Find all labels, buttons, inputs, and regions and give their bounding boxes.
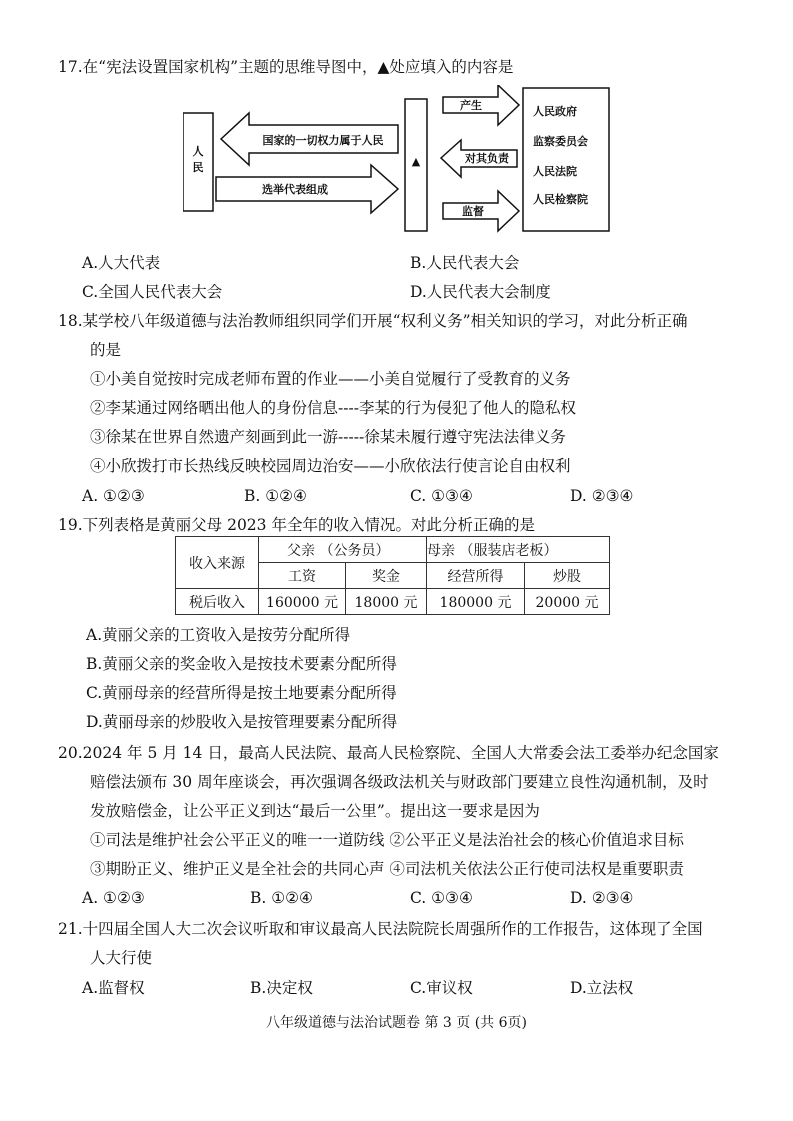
q18-stem-line2: 的是: [90, 341, 122, 359]
table-mother-header: 母亲 （服装店老板）: [427, 537, 610, 563]
org-government: 人民政府: [533, 105, 577, 118]
q19-option-c[interactable]: C.黄丽母亲的经营所得是按土地要素分配所得: [86, 684, 397, 702]
q21-stem-line2: 人大行使: [90, 949, 153, 967]
q20-line-3: 发放赔偿金，让公平正义到达“最后一公里”。提出这一要求是因为: [90, 802, 540, 820]
q19-option-d[interactable]: D.黄丽母亲的炒股收入是按管理要素分配所得: [86, 713, 398, 731]
q18-stem-line1: 18.某学校八年级道德与法治教师组织同学们开展“权利义务”相关知识的学习，对此分析正确: [58, 312, 688, 330]
q18-item-1: ①小美自觉按时完成老师布置的作业——小美自觉履行了受教育的义务: [90, 370, 571, 388]
table-cell-stocks: 20000 元: [525, 589, 610, 615]
table-cell-bonus: 18000 元: [346, 589, 427, 615]
q20-line-2: 赔偿法颁布 30 周年座谈会，再次强调各级政法机关与财政部门要建立良性沟通机制，及时: [90, 773, 709, 791]
arrow-responsible-label: 对其负责: [465, 152, 509, 165]
q21-option-d[interactable]: D.立法权: [570, 979, 634, 997]
q18-item-2: ②李某通过网络晒出他人的身份信息----李某的行为侵犯了他人的隐私权: [90, 399, 576, 417]
q17-stem: 17.在“宪法设置国家机构”主题的思维导图中，▲处应填入的内容是: [58, 58, 514, 76]
q17-option-c[interactable]: C.全国人民代表大会: [82, 283, 223, 301]
people-label-2: 民: [192, 161, 204, 174]
q20-option-c[interactable]: C. ①③④: [410, 889, 473, 907]
q21-option-c[interactable]: C.审议权: [410, 979, 473, 997]
org-supervision: 监察委员会: [533, 135, 588, 148]
table-source-label: 收入来源: [176, 537, 259, 589]
q19-option-b[interactable]: B.黄丽父亲的奖金收入是按技术要素分配所得: [86, 655, 397, 673]
arrow-right-label: 选举代表组成: [262, 183, 328, 196]
q20-line-4: ①司法是维护社会公平正义的唯一一道防线 ②公平正义是法治社会的核心价值追求目标: [90, 831, 684, 849]
q18-item-4: ④小欣拨打市长热线反映校园周边治安——小欣依法行使言论自由权利: [90, 457, 571, 475]
table-col-stocks: 炒股: [525, 563, 610, 589]
org-procuratorate: 人民检察院: [533, 193, 588, 206]
q21-option-a[interactable]: A.监督权: [82, 979, 145, 997]
center-triangle: ▲: [411, 155, 421, 168]
table-cell-salary: 160000 元: [259, 589, 346, 615]
table-father-header: 父亲 （公务员）: [259, 537, 427, 563]
q18-option-b[interactable]: B. ①②④: [244, 487, 307, 505]
q18-option-d[interactable]: D. ②③④: [570, 487, 634, 505]
q20-line-5: ③期盼正义、维护正义是全社会的共同心声 ④司法机关依法公正行使司法权是重要职责: [90, 860, 684, 878]
table-col-salary: 工资: [259, 563, 346, 589]
arrow-supervise-label: 监督: [462, 205, 484, 218]
people-label-1: 人: [192, 145, 204, 158]
q21-option-b[interactable]: B.决定权: [250, 979, 313, 997]
mind-map-diagram: [183, 85, 613, 235]
table-col-business: 经营所得: [427, 563, 525, 589]
arrow-produce-label: 产生: [460, 99, 482, 112]
q19-option-a[interactable]: A.黄丽父亲的工资收入是按劳分配所得: [86, 626, 351, 644]
q19-stem: 19.下列表格是黄丽父母 2023 年全年的收入情况。对此分析正确的是: [58, 516, 535, 534]
q18-option-c[interactable]: C. ①③④: [410, 487, 473, 505]
q20-option-d[interactable]: D. ②③④: [570, 889, 634, 907]
q20-option-a[interactable]: A. ①②③: [82, 889, 145, 907]
q21-stem-line1: 21.十四届全国人大二次会议听取和审议最高人民法院院长周强所作的工作报告，这体现了全国: [58, 920, 703, 938]
table-col-bonus: 奖金: [346, 563, 427, 589]
q20-option-b[interactable]: B. ①②④: [250, 889, 313, 907]
income-table: [175, 536, 610, 615]
q17-option-b[interactable]: B.人民代表大会: [410, 254, 520, 272]
table-cell-business: 180000 元: [427, 589, 525, 615]
q17-option-a[interactable]: A.人大代表: [82, 254, 161, 272]
q18-option-a[interactable]: A. ①②③: [82, 487, 145, 505]
q17-option-d[interactable]: D.人民代表大会制度: [410, 283, 551, 301]
page-footer: 八年级道德与法治试题卷 第 3 页 (共 6页): [266, 1015, 527, 1031]
q18-item-3: ③徐某在世界自然遗产刻画到此一游-----徐某未履行遵守宪法法律义务: [90, 428, 566, 446]
arrow-left-label: 国家的一切权力属于人民: [262, 134, 384, 147]
q20-line-1: 20.2024 年 5 月 14 日，最高人民法院、最高人民检察院、全国人大常委会法工委举办纪念国家: [58, 744, 719, 762]
table-row-label: 税后收入: [176, 589, 259, 615]
org-court: 人民法院: [533, 165, 577, 178]
